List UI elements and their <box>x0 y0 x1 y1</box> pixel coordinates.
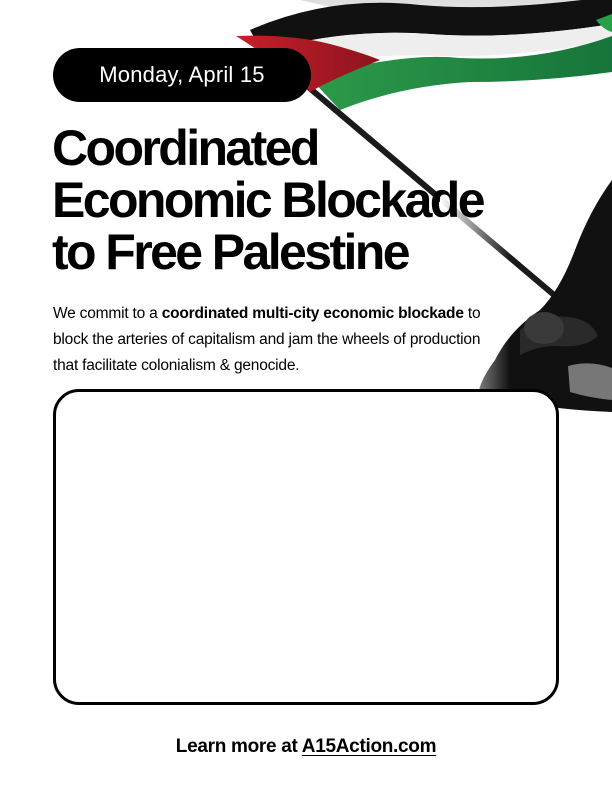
footer-prefix: Learn more at <box>175 736 302 757</box>
footer-cta <box>0 736 612 758</box>
event-date-text: Monday, April 15 <box>99 62 265 87</box>
intro-rest: to block the arteries of capitalism and jam the wheels of production that facilitate colonialism & genocide. <box>53 305 481 374</box>
intro-paragraph <box>53 301 483 379</box>
headline-line-2: Economic Blockade <box>52 172 483 228</box>
headline-line-3: to Free Palestine <box>52 224 408 280</box>
headline-line-1: Coordinated <box>52 120 318 176</box>
event-date-badge <box>53 48 311 102</box>
intro-lead: We commit to a <box>53 305 162 322</box>
blank-details-box <box>53 389 559 705</box>
intro-emphasis: coordinated multi-city economic blockade <box>161 305 464 322</box>
protester-head <box>524 312 564 344</box>
website-link[interactable]: A15Action.com <box>301 736 437 757</box>
page-headline <box>52 122 592 278</box>
